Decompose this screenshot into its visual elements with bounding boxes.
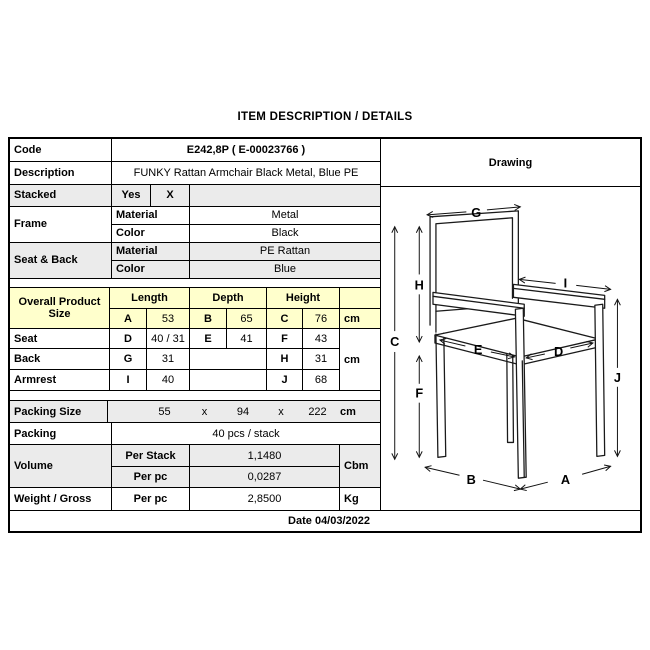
dim-label-g: G: [471, 204, 482, 220]
armrest-height-key: J: [267, 370, 303, 391]
frame-material-label: Material: [112, 207, 190, 225]
group-volume: [10, 445, 380, 488]
description-label: Description: [10, 162, 112, 185]
row-armrest: [10, 370, 340, 391]
drawing-pane: [381, 139, 640, 510]
armrest-depth-empty: [190, 370, 267, 391]
dim-label-e: E: [473, 341, 483, 357]
overall-height: 76: [303, 309, 340, 329]
per-stack-value: 1,1480: [190, 445, 340, 467]
per-pc-value: 0,0287: [190, 467, 340, 488]
weight-value: 2,8500: [190, 488, 340, 510]
description-value: FUNKY Rattan Armchair Black Metal, Blue PE: [112, 162, 380, 185]
packing-label: Packing: [10, 423, 112, 445]
row-weight: [10, 488, 380, 510]
group-overall-size: [10, 288, 380, 329]
chair-drawing: [381, 187, 640, 510]
row-back: [10, 349, 340, 370]
frame-color-value: Black: [190, 225, 380, 243]
seat-height: 43: [303, 329, 340, 349]
weight-label: Weight / Gross: [10, 488, 112, 510]
packing-value: 40 pcs / stack: [112, 423, 380, 445]
seat-length-key: D: [110, 329, 147, 349]
part-dimensions-unit: cm: [340, 329, 380, 391]
packing-size-w: 55: [158, 405, 171, 418]
seat-length: 40 / 31: [147, 329, 190, 349]
dim-label-j: J: [613, 369, 621, 385]
code-label: Code: [10, 139, 112, 162]
overall-length: 53: [147, 309, 190, 329]
seat-label: Seat: [10, 329, 110, 349]
packing-size-x2: x: [278, 405, 284, 418]
stacked-mark: X: [151, 185, 190, 207]
seat-back-color-value: Blue: [190, 261, 380, 279]
back-length: 31: [147, 349, 190, 370]
dim-label-i: I: [563, 275, 568, 291]
col-unit-empty: [340, 288, 380, 309]
stacked-yes: Yes: [112, 185, 151, 207]
dim-label-h: H: [414, 277, 424, 293]
table-main: [10, 139, 640, 510]
dim-label-c: C: [390, 333, 400, 350]
back-depth-empty: [190, 349, 267, 370]
seat-depth: 41: [227, 329, 267, 349]
overall-depth-key: B: [190, 309, 227, 329]
dim-label-b: B: [466, 472, 476, 488]
back-label: Back: [10, 349, 110, 370]
overall-height-key: C: [267, 309, 303, 329]
seat-back-material-label: Material: [112, 243, 190, 261]
overall-length-key: A: [110, 309, 147, 329]
row-date: [10, 510, 640, 531]
dim-label-a: A: [560, 472, 571, 488]
stacked-label: Stacked: [10, 185, 112, 207]
date-value: Date 04/03/2022: [288, 515, 370, 527]
row-code: [10, 139, 380, 162]
overall-depth: 65: [227, 309, 267, 329]
page-title: ITEM DESCRIPTION / DETAILS: [237, 111, 413, 123]
frame-label: Frame: [10, 207, 112, 243]
armrest-label: Armrest: [10, 370, 110, 391]
weight-per-pc-label: Per pc: [112, 488, 190, 510]
packing-size-label: Packing Size: [10, 401, 108, 423]
group-part-dimensions: [10, 329, 380, 391]
per-stack-label: Per Stack: [112, 445, 190, 467]
back-height: 31: [303, 349, 340, 370]
row-packing-size: [10, 401, 380, 423]
armrest-length: 40: [147, 370, 190, 391]
seat-depth-key: E: [190, 329, 227, 349]
back-height-key: H: [267, 349, 303, 370]
col-length: Length: [110, 288, 190, 309]
group-seat-back: [10, 243, 380, 279]
row-stacked: [10, 185, 380, 207]
front-right-leg: [595, 304, 605, 456]
left-armrest: [433, 292, 524, 316]
volume-unit: Cbm: [340, 445, 380, 488]
details-pane: [10, 139, 381, 510]
dim-label-f: F: [415, 385, 424, 401]
frame-material-value: Metal: [190, 207, 380, 225]
spacer-row: [10, 279, 380, 289]
per-pc-label: Per pc: [112, 467, 190, 488]
col-height: Height: [267, 288, 340, 309]
drawing-header: Drawing: [381, 139, 640, 187]
spec-table: [8, 137, 642, 533]
group-frame: [10, 207, 380, 243]
row-description: [10, 162, 380, 185]
dim-label-d: D: [553, 343, 564, 359]
seat-back-label: Seat & Back: [10, 243, 112, 279]
col-depth: Depth: [190, 288, 267, 309]
backrest-inner: [436, 218, 513, 332]
packing-size-h: 222: [308, 405, 327, 418]
overall-size-label: Overall Product Size: [10, 288, 110, 329]
seat-height-key: F: [267, 329, 303, 349]
overall-unit: cm: [340, 309, 380, 329]
rear-left-leg: [436, 333, 446, 457]
armrest-length-key: I: [110, 370, 147, 391]
packing-size-x1: x: [201, 405, 208, 418]
row-packing: [10, 423, 380, 445]
back-length-key: G: [110, 349, 147, 370]
armrest-height: 68: [303, 370, 340, 391]
row-seat: [10, 329, 340, 349]
packing-size-unit: cm: [340, 405, 356, 418]
frame-color-label: Color: [112, 225, 190, 243]
packing-size-d: 94: [236, 405, 250, 418]
volume-label: Volume: [10, 445, 112, 488]
code-value: E242,8P ( E-00023766 ): [112, 139, 380, 162]
packing-size-values: [108, 401, 380, 423]
weight-unit: Kg: [344, 493, 359, 506]
right-armrest: [513, 284, 604, 308]
seat-back-color-label: Color: [112, 261, 190, 279]
spacer-row: [10, 391, 380, 401]
stacked-empty: [190, 185, 380, 207]
seat-back-material-value: PE Rattan: [190, 243, 380, 261]
